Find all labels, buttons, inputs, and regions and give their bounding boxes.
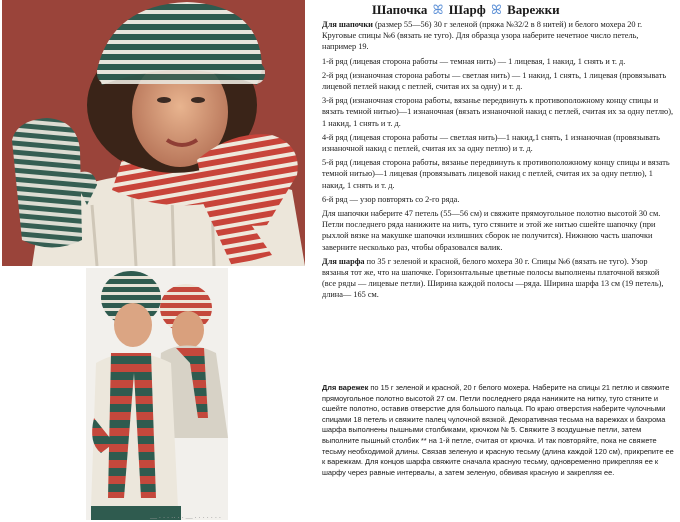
photo-woman-hat-mittens <box>2 0 305 266</box>
hat-row-2: 2-й ряд (изнаночная сторона работы — светлая нить) — 1 накид, 1 снять, 1 лицевая (провязывать лицевой петлей накид с петлей, считая их за одну) и т. д. <box>322 70 667 92</box>
title-mittens: Варежки <box>507 2 560 17</box>
scarf-paragraph: Для шарфа по 35 г зеленой и красной, белого мохера 30 г. Спицы №6 (вязать не туго). Узор вязанья тот же, что на шапочке. Горизонтальные цветные полосы выполнены платочной вязкой (все ряды — лицевые петли). Ширина каждой полосы —рядa. Ширина шарфа 13 см (19 петель), длина— 165 см. <box>322 256 664 300</box>
hat-row-4: 4-й ряд (лицевая сторона работы — светлая нить)—1 накид,1 снять, 1 изнаночная (провязывать изнаночной накид с петлей, считая их за одну петлю) и т. д. <box>322 132 660 154</box>
mittens-lead: Для варежек <box>322 383 369 392</box>
hat-row-3: 3-й ряд (изнаночная сторона работы, вязанье передвинуть к противоположному концу спицы и вязать темной нитью)—1 изнаночная (вязать изнаночной накид с петлей, считая их за одну петлю), 1 накид, 1 снять и т. д. <box>322 96 674 128</box>
photo-woman-hat-mittens-illustration <box>2 0 305 266</box>
photo-two-women-scarves <box>86 268 228 520</box>
photo-two-women-scarves-illustration <box>86 268 228 520</box>
title-scarf: Шарф <box>448 2 486 17</box>
hat-row-6: 6-й ряд — узор повторять со 2-го ряда. <box>322 194 460 204</box>
hat-intro: Для шапочки (размер 55—56) 30 г зеленой (пряжа №32/2 в 8 нитей) и белого мохера 20 г. Круговые спицы №6 (вязать не туго). Для образца узора наберите нечетное число петель, например 19. <box>322 20 643 52</box>
footer-artifact: — · · · ·· · · — · · · · · · · <box>150 514 222 522</box>
hat-lead: Для шапочки <box>322 20 373 29</box>
title-hat: Шапочка <box>372 2 428 17</box>
butterfly-ornament-icon: ꕤ <box>490 2 502 17</box>
hat-assembly: Для шапочки наберите 47 петель (55—56 см) и свяжите прямоугольное полотно высотой 30 см. Петли последнего ряда нанижите на нить, туго стяните и этой же нитью сшейте шапочку (при рыхлой вязке на макушке шапочки излишних сборок не получится). Нижнюю часть шапочки заверните несколько раз, чтобы образовался валик. <box>322 209 661 252</box>
hat-row-5: 5-й ряд (лицевая сторона работы, вязанье передвинуть к противоположному концу спицы и вязать темной нитью)—1 лицевая (провязывать лицевой накид с петлей, считая их за одну петлю), 1 накид, 1 снять и т. д. <box>322 158 670 190</box>
mittens-paragraph: Для варежек по 15 г зеленой и красной, 20 г белого мохера. Наберите на спицы 21 петлю и свяжите прямоугольное полотно высотой 27 см. Петли последнего ряда нанижите на нитку, туго стяните и сшейте полотно, оставив отверстие для большого пальца. По краю отверстия наберите чулочными спицами 18 петель и свяжите палец чулочной вязкой. Декоративная тесьма на варежках и бахрома шарфа выполнены пышными столбиками, крючком № 5. Свяжите 3 воздушные петли, затем выполните пышный столбик ** на 1-й петле, считая от крючка. И так повторяйте, пока не свяжете тесьму необходимой длины. Связав зеленую и красную тесьму (длина каждой 120 см), прикрепите ее к варежкам. Для концов шарфа свяжите сначала красную тесьму, одновременно прикрепляя ее к шарфу через равные интервалы, а затем зеленую, обвивая красную и закрепляя ее. <box>322 383 674 477</box>
hat-row-1: 1-й ряд (лицевая сторона работы — темная нить) — 1 лицевая, 1 накид, 1 снять и т. д. <box>322 56 626 66</box>
butterfly-ornament-icon: ꕤ <box>432 2 444 17</box>
scarf-lead: Для шарфа <box>322 256 365 266</box>
page-title <box>372 2 560 18</box>
instructions-text <box>322 19 674 304</box>
